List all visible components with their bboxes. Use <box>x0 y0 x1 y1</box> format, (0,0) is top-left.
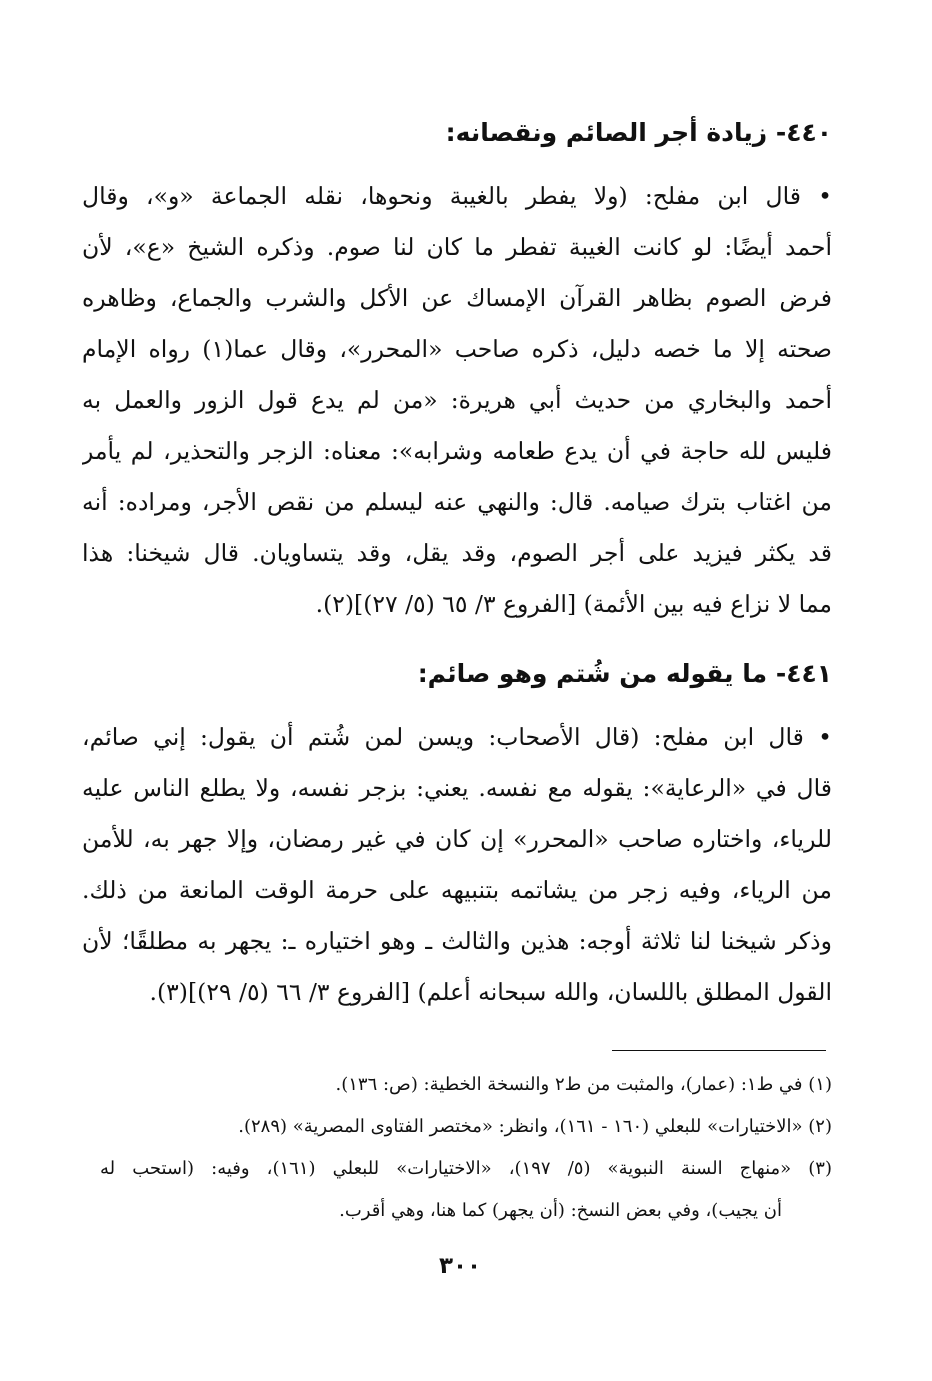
paragraph-line: أحمد أيضًا: لو كانت الغيبة تفطر ما كان لنا صوم. وذكره الشيخ «ع»، لأن <box>82 233 832 261</box>
footnotes <box>100 1064 832 1232</box>
paragraph-line: القول المطلق باللسان، والله سبحانه أعلم) [الفروع ٣/ ٦٦ (٥/ ٢٩)](٣). <box>149 978 832 1006</box>
footnote-2: (٢) «الاختيارات» للبعلي (١٦٠ - ١٦١)، وانظر: «مختصر الفتاوى المصرية» (٢٨٩). <box>238 1116 832 1137</box>
paragraph-line: فرض الصوم بظاهر القرآن الإمساك عن الأكل والشرب والجماع، وظاهره <box>82 284 832 312</box>
paragraph-line: قد يكثر فيزيد على أجر الصوم، وقد يقل، وقد يتساويان. قال شيخنا: هذا <box>82 539 832 567</box>
section-heading-441: ٤٤١- ما يقوله من شُتم وهو صائم: <box>417 659 832 688</box>
page-body <box>82 105 832 1018</box>
footnote-3-continuation: أن يجيب)، وفي بعض النسخ: (أن يجهر) كما هنا، وهي أقرب. <box>339 1200 782 1221</box>
paragraph-line: للرياء، واختاره صاحب «المحرر» إن كان في غير رمضان، وإلا جهر به، للأمن <box>82 825 832 853</box>
paragraph-line: من اغتاب بترك صيامه. قال: والنهي عنه ليسلم من نقص الأجر، ومراده: أنه <box>82 488 832 516</box>
paragraph-441 <box>82 712 832 1018</box>
paragraph-line: فليس لله حاجة في أن يدع طعامه وشرابه»: معناه: الزجر والتحذير، لم يأمر <box>82 437 832 465</box>
paragraph-line: قال في «الرعاية»: يقوله مع نفسه. يعني: بزجر نفسه، ولا يطلع الناس عليه <box>82 774 832 802</box>
paragraph-line: مما لا نزاع فيه بين الأئمة) [الفروع ٣/ ٦٥ (٥/ ٢٧)](٢). <box>315 590 832 618</box>
paragraph-line: • قال ابن مفلح: (قال الأصحاب: ويسن لمن شُتم أن يقول: إني صائم، <box>82 723 832 751</box>
footnote-separator <box>612 1050 826 1051</box>
footnote-3: (٣) «منهاج السنة النبوية» (٥/ ١٩٧)، «الاختيارات» للبعلي (١٦١)، وفيه: (استحب له <box>100 1158 832 1179</box>
section-heading-440: ٤٤٠- زيادة أجر الصائم ونقصانه: <box>445 118 832 147</box>
footnote-1: (١) في ط١: (عمار)، والمثبت من ط٢ والنسخة الخطية: (ص: ١٣٦). <box>335 1074 832 1095</box>
paragraph-line: أحمد والبخاري من حديث أبي هريرة: «من لم يدع قول الزور والعمل به <box>82 386 832 414</box>
paragraph-line: من الرياء، وفيه زجر من يشاتمه بتنبيهه على حرمة الوقت المانعة من ذلك. <box>82 876 832 904</box>
paragraph-line: صحته إلا ما خصه دليل، ذكره صاحب «المحرر»، وقال عما(١) رواه الإمام <box>82 335 832 363</box>
paragraph-440 <box>82 171 832 630</box>
paragraph-line: • قال ابن مفلح: (ولا يفطر بالغيبة ونحوها، نقله الجماعة «و»، وقال <box>82 182 832 210</box>
paragraph-line: وذكر شيخنا لنا ثلاثة أوجه: هذين والثالث ـ وهو اختياره ـ: يجهر به مطلقًا؛ لأن <box>82 927 832 955</box>
page-number: ٣٠٠ <box>438 1253 482 1279</box>
